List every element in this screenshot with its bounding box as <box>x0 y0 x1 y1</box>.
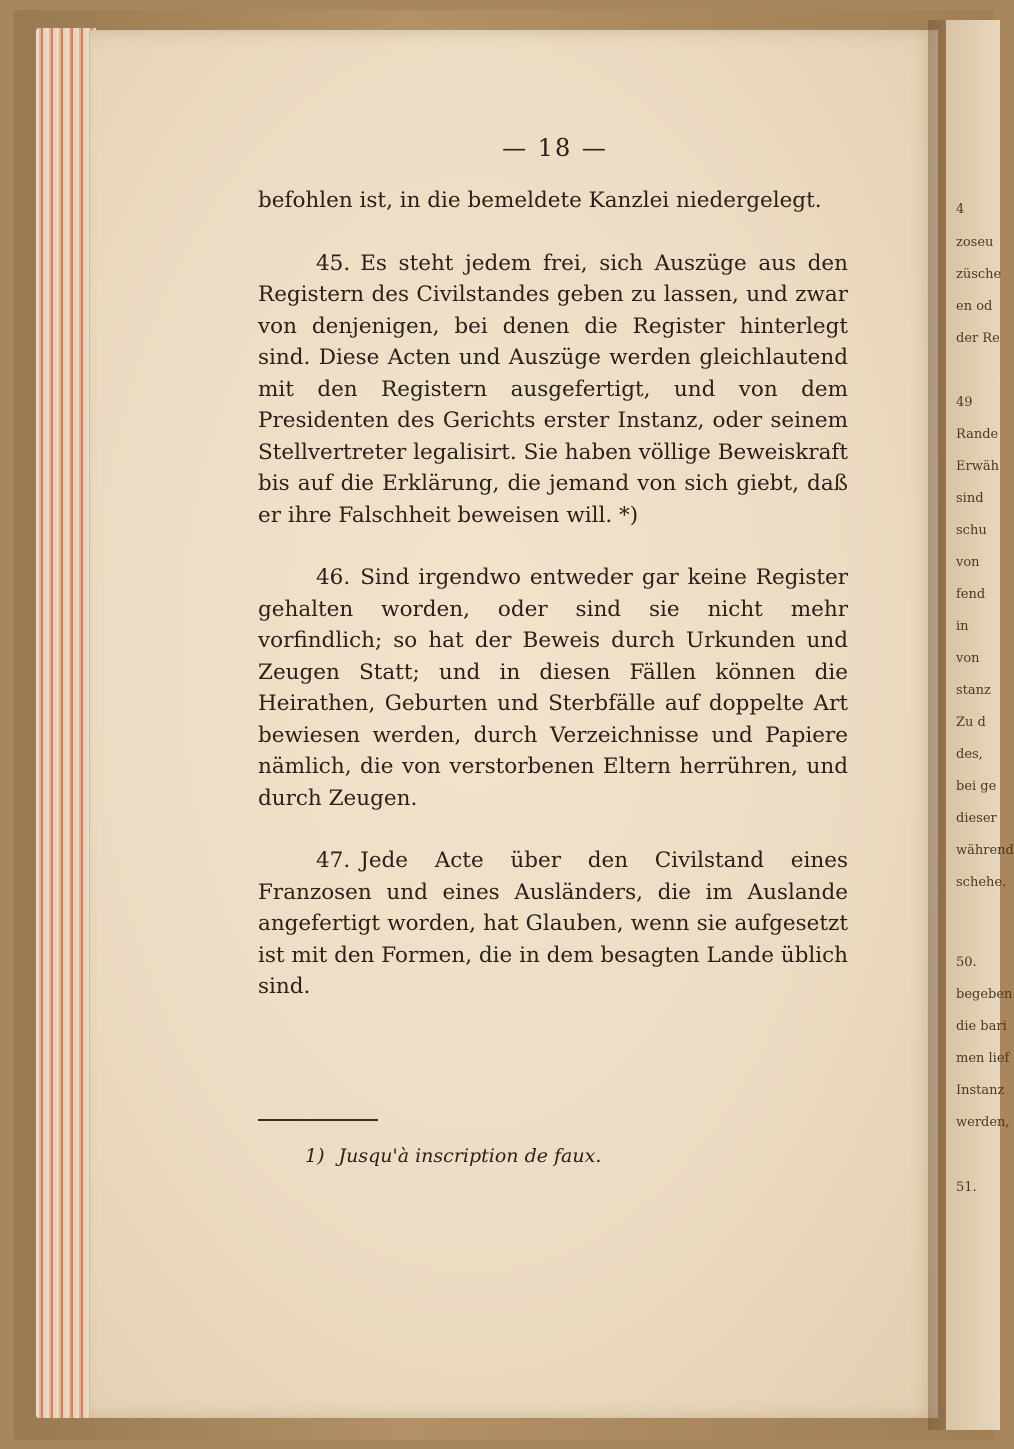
footnote-text: Jusqu'à inscription de faux. <box>338 1145 602 1167</box>
adjacent-fragment: stanz <box>956 683 991 698</box>
adjacent-fragment: en od <box>956 299 993 314</box>
footnote <box>305 1145 601 1167</box>
adjacent-fragment: züsche <box>956 267 1002 282</box>
adjacent-fragment: fend <box>956 587 986 602</box>
adjacent-fragment: von <box>956 555 980 570</box>
paragraph-text: Sind irgendwo entweder gar keine Register gehalten worden, oder sind sie nicht mehr vorfindlich; so hat der Beweis durch Urkunden und Zeugen Statt; und in diesen Fällen können die Heirathen, Geburten und Sterbfälle auf doppelte Art bewiesen werden, durch Verzeichnisse und Papiere nämlich, die von verstorbenen Eltern herrühren, und durch Zeugen. <box>258 565 848 811</box>
adjacent-fragment: begeben <box>956 987 1013 1002</box>
adjacent-fragment: werden, <box>956 1115 1010 1130</box>
paragraph-number: 45. <box>316 250 351 276</box>
page-edges <box>36 28 96 1418</box>
adjacent-page <box>946 20 1014 1430</box>
paragraph-text: Es steht jedem frei, sich Auszüge aus den Registern des Civilstandes geben zu lassen, und zwar von denjenigen, bei denen die Register hinterlegt sind. Diese Acten und Auszüge werden gleichlautend mit den Registern ausgefertigt, und von dem Presidenten des Gerichts erster Instanz, oder seinem Stellvertreter legalisirt. Sie haben völlige Beweiskraft bis auf die Erklärung, die jemand von sich giebt, daß er ihre Falschheit beweisen will. *) <box>258 250 848 528</box>
adjacent-fragment: 4 <box>956 202 965 217</box>
paragraph-47 <box>258 845 848 1003</box>
adjacent-fragment: sind <box>956 491 984 506</box>
adjacent-fragment: in <box>956 619 969 634</box>
paragraph-45 <box>258 248 848 532</box>
adjacent-fragment: die bari <box>956 1019 1007 1034</box>
paragraph-text: Jede Acte über den Civilstand eines Franzosen und eines Ausländers, die im Auslande angefertigt worden, hat Glauben, wenn sie aufgesetzt ist mit den Formen, die in dem besagten Lande üblich sind. <box>258 848 849 999</box>
adjacent-fragment: schu <box>956 523 987 538</box>
adjacent-fragment: bei ge <box>956 779 997 794</box>
paragraph-continued <box>258 185 848 217</box>
paragraph-number: 46. <box>316 565 351 590</box>
footnote-rule <box>258 1119 378 1121</box>
adjacent-fragment: 50. <box>956 955 977 970</box>
adjacent-fragment: Zu d <box>956 715 986 730</box>
footnote-mark: 1) <box>305 1145 325 1167</box>
adjacent-fragment: zoseu <box>956 235 994 250</box>
adjacent-fragment: men lief <box>956 1051 1010 1066</box>
adjacent-fragment: Erwäh <box>956 459 999 474</box>
adjacent-fragment: Instanz <box>956 1083 1005 1098</box>
adjacent-fragment: der Re <box>956 331 1000 346</box>
adjacent-fragment: während <box>956 843 1014 858</box>
adjacent-fragment: von <box>956 651 980 666</box>
paragraph-number: 47. <box>316 848 351 873</box>
adjacent-fragment: schehe. <box>956 875 1007 890</box>
adjacent-fragment: 49 <box>956 395 973 410</box>
page-number: — 18 — <box>502 134 608 162</box>
paragraph-text: befohlen ist, in die bemeldete Kanzlei niedergelegt. <box>258 188 822 213</box>
paragraph-46 <box>258 562 848 814</box>
adjacent-fragment: dieser <box>956 811 997 826</box>
adjacent-fragment: 51. <box>956 1180 977 1195</box>
body-text <box>258 185 848 1003</box>
adjacent-fragment: des, <box>956 747 983 762</box>
adjacent-fragment: Rande <box>956 427 999 442</box>
